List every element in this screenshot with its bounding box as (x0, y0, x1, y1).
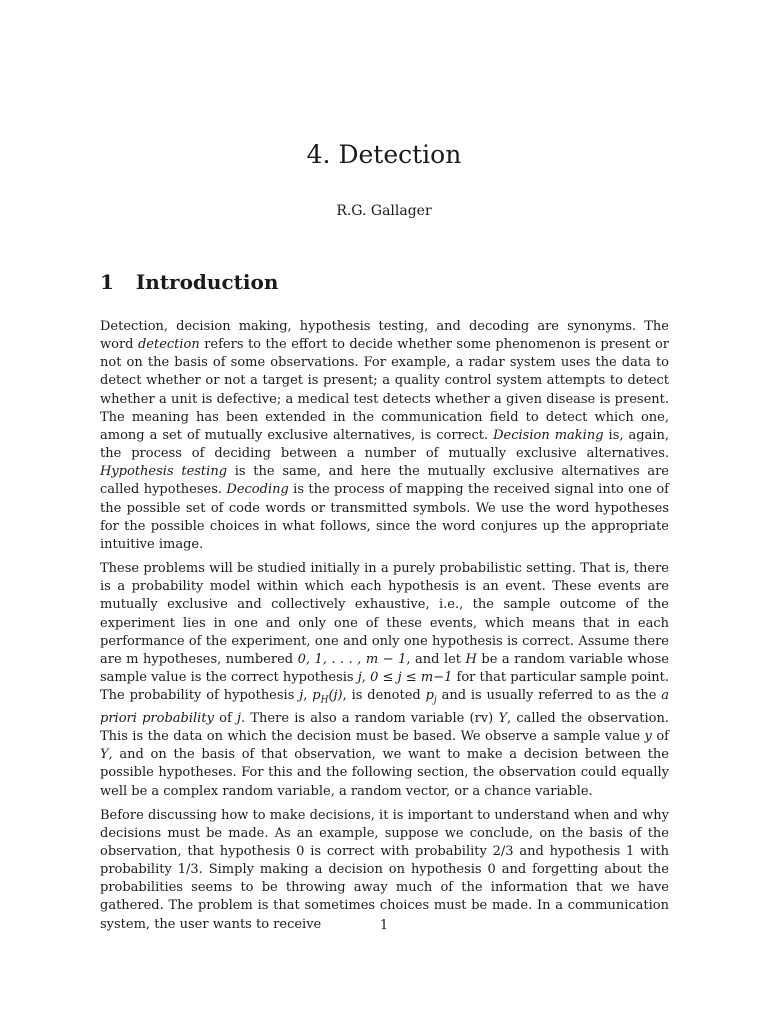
text-run: and is usually referred to as the (436, 688, 662, 704)
emphasized-text: p (425, 688, 434, 704)
text-run: , (303, 688, 313, 704)
emphasized-text: 0 ≤ j ≤ m−1 (370, 669, 453, 685)
emphasized-text: Hypothesis testing (100, 464, 228, 480)
text-run: of (651, 729, 669, 745)
text-run: be a random variable whose sample value is the correct hypothesis (100, 651, 670, 685)
emphasized-text: detection (137, 337, 200, 353)
emphasized-text: j (433, 695, 437, 706)
paragraph (100, 318, 669, 554)
emphasized-text: j (299, 688, 304, 704)
emphasized-text: Y (100, 747, 109, 763)
text-run: Detection, decision making, hypothesis testing, and decoding are synonyms. The word (100, 319, 669, 353)
text-run: , and on the basis of that observation, we want to make a decision between the possible hypotheses. For this and the following section, the observation could equally well be a complex random variable, a random vector, or a chance variable. (100, 747, 669, 799)
emphasized-text: Y (498, 710, 508, 726)
section-title: Introduction (135, 270, 279, 294)
section-heading (100, 270, 278, 294)
text-run: , (361, 669, 371, 685)
text-run: refers to the effort to decide whether some phenomenon is present or not on the basis of some observations. For example, a radar system uses the data to detect whether or not a target is present; a quality control system attempts to detect whether a unit is defective; a medical test detects whether a given disease is present. The meaning has been extended in the communication field to detect which one, among a set of mutually exclusive alternatives, is correct. (100, 337, 669, 443)
emphasized-text: j (237, 710, 242, 726)
page-number: 1 (379, 918, 389, 933)
text-run: Before discussing how to make decisions, it is important to understand when and why decisions must be made. As an example, suppose we conclude, on the basis of the observation, that hypothesis 0 is correct with probability 2/3 and hypothesis 1 with probability 1/3. Simply making a decision on hypothesis 0 and forgetting about the probabilities seems to be throwing away much of the information that we have gathered. The problem is that sometimes choices must be made. In a communication system, the user wants to receive (100, 807, 669, 932)
text-run: is the same, and here the mutually exclusive alternatives are called hypotheses. (100, 464, 669, 498)
emphasized-text: 0, 1, . . . , m − 1 (297, 651, 407, 667)
emphasized-text: H (465, 651, 477, 667)
document-title: 4. Detection (306, 140, 462, 169)
document-author: R.G. Gallager (336, 203, 432, 219)
emphasized-text: j (357, 669, 362, 685)
body-text (100, 318, 669, 940)
text-run: , called the observation. This is the data on which the decision must be based. We observe a sample value (100, 710, 670, 745)
emphasized-text: (j) (328, 688, 343, 704)
paragraph (100, 560, 669, 801)
paragraph (100, 807, 669, 934)
text-run: is, again, the process of deciding between a number of mutually exclusive alternatives. (100, 427, 669, 462)
text-run: of (213, 710, 237, 726)
section-number: 1 (100, 270, 114, 294)
text-run: for that particular sample point. The probability of hypothesis (100, 669, 670, 704)
text-run: is the process of mapping the received signal into one of the possible set of code words or transmitted symbols. We use the word hypotheses for the possible choices in what follows, since the word conjures up the appropriate intuitive image. (100, 482, 669, 552)
text-run: These problems will be studied initially in a purely probabilistic setting. That is, there is a probability model within which each hypothesis is an event. These events are mutually exclusive and collectively exhaustive, i.e., the sample outcome of the experiment lies in one and only one of these events, which means that in each performance of the experiment, one and only one hypothesis is correct. Assume there are m hypotheses, numbered (100, 561, 669, 667)
emphasized-text: a priori probability (100, 688, 670, 726)
emphasized-text: y (644, 729, 652, 745)
text-run: , and let (406, 651, 466, 667)
emphasized-text: Decision making (493, 427, 604, 443)
text-run: . There is also a random variable (rv) (241, 710, 499, 726)
emphasized-text: Decoding (226, 482, 289, 498)
emphasized-text: p (312, 688, 321, 704)
emphasized-text: H (320, 695, 329, 706)
text-run: , is denoted (342, 688, 426, 704)
